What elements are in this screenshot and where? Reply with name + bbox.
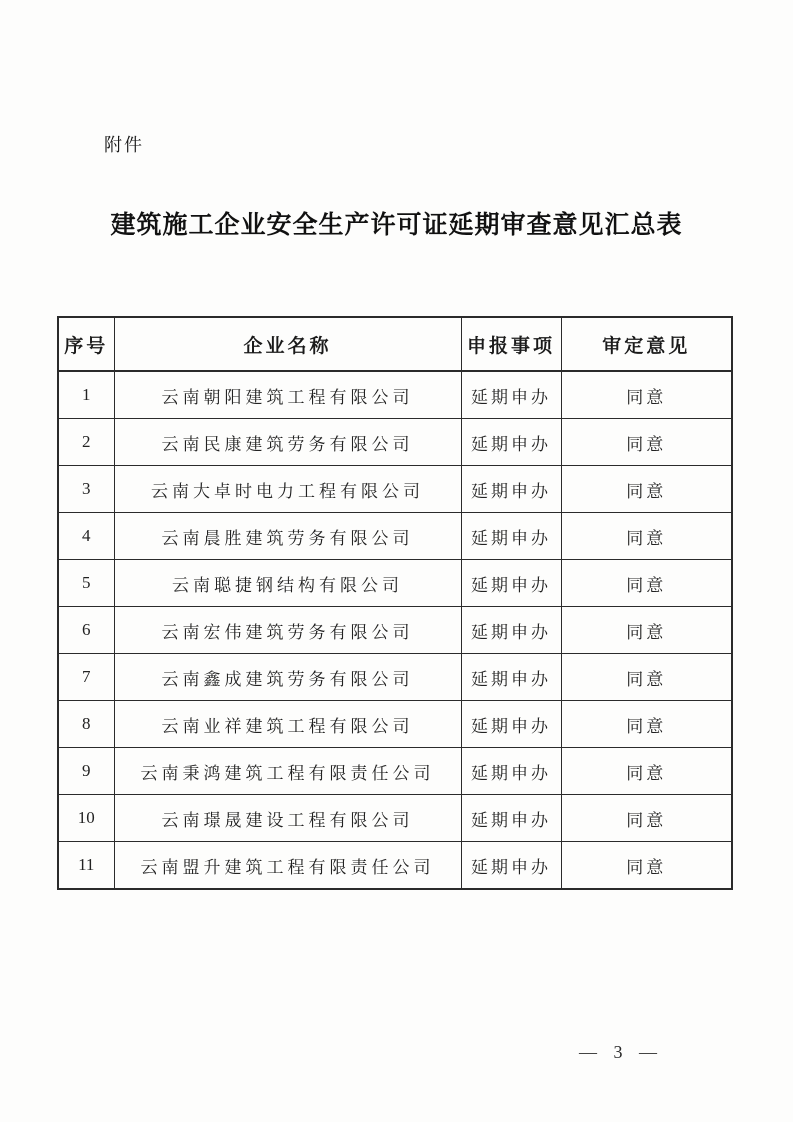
page-number: — 3 —	[579, 1042, 663, 1062]
table-row	[58, 607, 732, 654]
document-title: 建筑施工企业安全生产许可证延期审查意见汇总表	[110, 212, 683, 239]
table-row	[58, 795, 732, 842]
company-name: 云南宏伟建筑劳务有限公司	[114, 607, 461, 654]
row-number: 1	[58, 371, 114, 419]
review-opinion: 同意	[561, 560, 732, 607]
application-item: 延期申办	[461, 560, 561, 607]
row-number: 10	[58, 795, 114, 842]
table-row	[58, 560, 732, 607]
company-name: 云南秉鸿建筑工程有限责任公司	[114, 748, 461, 795]
application-item: 延期申办	[461, 607, 561, 654]
application-item: 延期申办	[461, 748, 561, 795]
review-opinion: 同意	[561, 748, 732, 795]
review-opinion: 同意	[561, 842, 732, 890]
row-number: 4	[58, 513, 114, 560]
row-number: 11	[58, 842, 114, 890]
application-item: 延期申办	[461, 795, 561, 842]
row-number: 6	[58, 607, 114, 654]
review-opinion: 同意	[561, 513, 732, 560]
review-opinion: 同意	[561, 419, 732, 466]
header-row	[58, 317, 732, 371]
review-opinion: 同意	[561, 466, 732, 513]
row-number: 5	[58, 560, 114, 607]
review-opinion: 同意	[561, 371, 732, 419]
table-row	[58, 654, 732, 701]
application-item: 延期申办	[461, 513, 561, 560]
row-number: 7	[58, 654, 114, 701]
table-row	[58, 842, 732, 890]
row-number: 9	[58, 748, 114, 795]
review-opinion: 同意	[561, 701, 732, 748]
column-header: 申报事项	[461, 317, 561, 371]
application-item: 延期申办	[461, 371, 561, 419]
application-item: 延期申办	[461, 842, 561, 890]
table-row	[58, 748, 732, 795]
application-item: 延期申办	[461, 654, 561, 701]
summary-table-head	[58, 317, 732, 371]
summary-table	[57, 316, 733, 890]
table-row	[58, 371, 732, 419]
application-item: 延期申办	[461, 466, 561, 513]
company-name: 云南盟升建筑工程有限责任公司	[114, 842, 461, 890]
attachment-label: 附件	[104, 135, 144, 155]
table-row	[58, 701, 732, 748]
application-item: 延期申办	[461, 419, 561, 466]
column-header: 审定意见	[561, 317, 732, 371]
table-row	[58, 466, 732, 513]
row-number: 2	[58, 419, 114, 466]
company-name: 云南民康建筑劳务有限公司	[114, 419, 461, 466]
column-header: 企业名称	[114, 317, 461, 371]
company-name: 云南鑫成建筑劳务有限公司	[114, 654, 461, 701]
company-name: 云南大卓时电力工程有限公司	[114, 466, 461, 513]
company-name: 云南晨胜建筑劳务有限公司	[114, 513, 461, 560]
column-header: 序号	[58, 317, 114, 371]
company-name: 云南聪捷钢结构有限公司	[114, 560, 461, 607]
company-name: 云南璟晟建设工程有限公司	[114, 795, 461, 842]
review-opinion: 同意	[561, 654, 732, 701]
row-number: 3	[58, 466, 114, 513]
table-row	[58, 513, 732, 560]
company-name: 云南朝阳建筑工程有限公司	[114, 371, 461, 419]
summary-table-body	[58, 371, 732, 889]
table-row	[58, 419, 732, 466]
application-item: 延期申办	[461, 701, 561, 748]
review-opinion: 同意	[561, 607, 732, 654]
row-number: 8	[58, 701, 114, 748]
review-opinion: 同意	[561, 795, 732, 842]
company-name: 云南业祥建筑工程有限公司	[114, 701, 461, 748]
